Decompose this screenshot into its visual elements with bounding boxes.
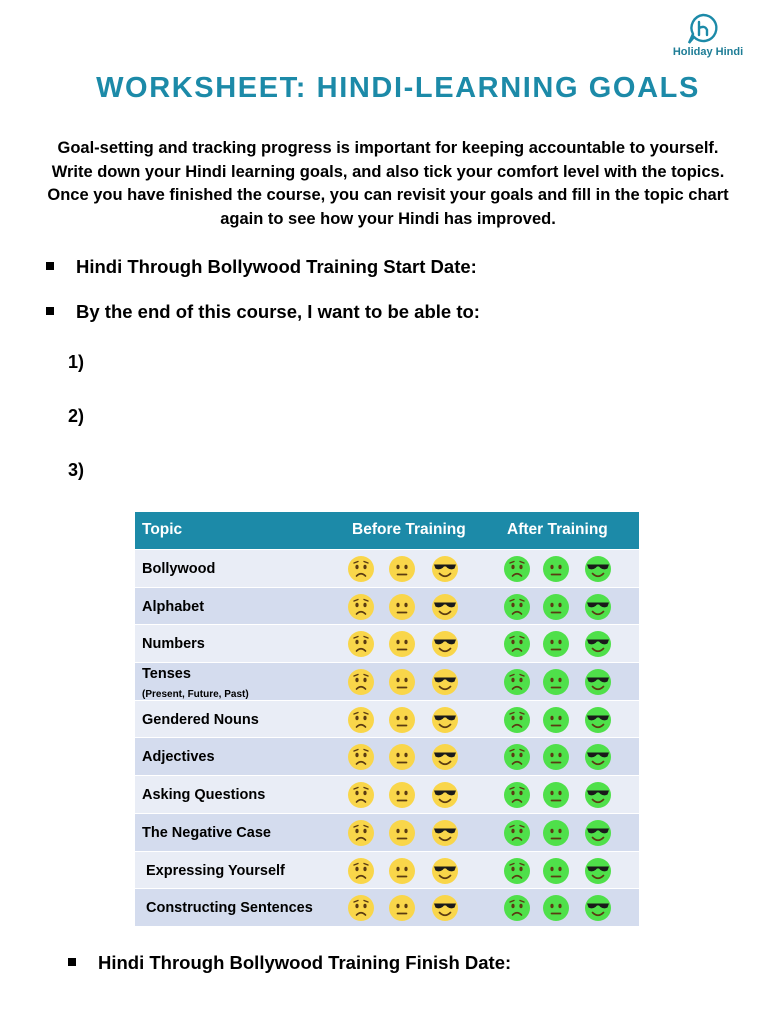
goal-number-1: 1) [68, 352, 85, 372]
before-neutral-face-icon[interactable] [388, 630, 416, 658]
speech-bubble-logo-icon [685, 12, 721, 46]
before-sunglasses-face-icon[interactable] [431, 781, 459, 809]
topic-comfort-table [135, 512, 639, 926]
after-neutral-face-icon[interactable] [542, 593, 570, 621]
square-bullet-icon [46, 307, 54, 315]
topic-subtitle: (Present, Future, Past) [142, 689, 249, 701]
after-worried-face-icon[interactable] [503, 593, 531, 621]
after-sunglasses-face-icon[interactable] [584, 706, 612, 734]
intro-paragraph: Goal-setting and tracking progress is important for keeping accountable to yourself. Write down your Hindi learning goals, and also tick your comfort level with the topics. Once you have finished the course, you can revisit your goals and fill in the topic chart again to see how your Hindi has improved. [47, 139, 729, 228]
after-neutral-face-icon[interactable] [542, 706, 570, 734]
after-neutral-face-icon[interactable] [542, 781, 570, 809]
after-sunglasses-face-icon[interactable] [584, 819, 612, 847]
before-sunglasses-face-icon[interactable] [431, 743, 459, 771]
finish-date-bullet [68, 952, 511, 974]
after-worried-face-icon[interactable] [503, 894, 531, 922]
before-neutral-face-icon[interactable] [388, 894, 416, 922]
after-sunglasses-face-icon[interactable] [584, 630, 612, 658]
after-neutral-face-icon[interactable] [542, 668, 570, 696]
after-worried-face-icon[interactable] [503, 781, 531, 809]
before-neutral-face-icon[interactable] [388, 555, 416, 583]
start-date-label: Hindi Through Bollywood Training Start Date: [76, 256, 477, 277]
after-sunglasses-face-icon[interactable] [584, 555, 612, 583]
table-row [135, 737, 639, 775]
topic-name: Expressing Yourself [146, 862, 285, 879]
before-worried-face-icon[interactable] [347, 706, 375, 734]
topic-name: Tenses [142, 666, 191, 683]
after-sunglasses-face-icon[interactable] [584, 668, 612, 696]
before-sunglasses-face-icon[interactable] [431, 857, 459, 885]
before-worried-face-icon[interactable] [347, 743, 375, 771]
after-sunglasses-face-icon[interactable] [584, 593, 612, 621]
table-body [135, 549, 639, 926]
table-row [135, 700, 639, 738]
before-neutral-face-icon[interactable] [388, 781, 416, 809]
before-sunglasses-face-icon[interactable] [431, 593, 459, 621]
table-header [135, 512, 639, 549]
before-sunglasses-face-icon[interactable] [431, 894, 459, 922]
before-sunglasses-face-icon[interactable] [431, 630, 459, 658]
before-sunglasses-face-icon[interactable] [431, 668, 459, 696]
before-worried-face-icon[interactable] [347, 857, 375, 885]
before-neutral-face-icon[interactable] [388, 819, 416, 847]
before-sunglasses-face-icon[interactable] [431, 555, 459, 583]
before-neutral-face-icon[interactable] [388, 706, 416, 734]
before-neutral-face-icon[interactable] [388, 668, 416, 696]
table-row [135, 662, 639, 700]
after-neutral-face-icon[interactable] [542, 743, 570, 771]
before-worried-face-icon[interactable] [347, 593, 375, 621]
after-neutral-face-icon[interactable] [542, 857, 570, 885]
brand-logo [663, 12, 753, 62]
table-row [135, 624, 639, 662]
before-worried-face-icon[interactable] [347, 668, 375, 696]
table-row [135, 549, 639, 587]
goals-label: By the end of this course, I want to be able to: [76, 301, 480, 322]
before-worried-face-icon[interactable] [347, 555, 375, 583]
table-row [135, 888, 639, 926]
after-sunglasses-face-icon[interactable] [584, 781, 612, 809]
table-row [135, 587, 639, 625]
topic-name: Adjectives [142, 749, 215, 766]
brand-name: Holiday Hindi [672, 46, 744, 58]
goals-bullet [46, 301, 480, 323]
after-worried-face-icon[interactable] [503, 668, 531, 696]
before-sunglasses-face-icon[interactable] [431, 819, 459, 847]
table-row [135, 813, 639, 851]
after-neutral-face-icon[interactable] [542, 894, 570, 922]
header-before-training: Before Training [352, 521, 466, 538]
after-worried-face-icon[interactable] [503, 743, 531, 771]
after-worried-face-icon[interactable] [503, 555, 531, 583]
after-neutral-face-icon[interactable] [542, 630, 570, 658]
before-neutral-face-icon[interactable] [388, 857, 416, 885]
goal-number-3: 3) [68, 460, 85, 480]
square-bullet-icon [46, 262, 54, 270]
after-worried-face-icon[interactable] [503, 630, 531, 658]
table-row [135, 775, 639, 813]
after-neutral-face-icon[interactable] [542, 555, 570, 583]
topic-name: Constructing Sentences [146, 900, 313, 917]
topic-name: Bollywood [142, 561, 216, 577]
after-worried-face-icon[interactable] [503, 819, 531, 847]
square-bullet-icon [68, 958, 76, 966]
after-neutral-face-icon[interactable] [542, 819, 570, 847]
page-title: WORKSHEET: HINDI-LEARNING GOALS [96, 72, 700, 104]
after-worried-face-icon[interactable] [503, 857, 531, 885]
before-neutral-face-icon[interactable] [388, 743, 416, 771]
start-date-bullet [46, 256, 477, 278]
after-sunglasses-face-icon[interactable] [584, 894, 612, 922]
finish-date-label: Hindi Through Bollywood Training Finish Date: [98, 952, 512, 973]
after-worried-face-icon[interactable] [503, 706, 531, 734]
topic-name: Gendered Nouns [142, 711, 259, 728]
header-after-training: After Training [507, 521, 608, 538]
topic-name: Numbers [142, 636, 205, 653]
topic-name: Alphabet [142, 598, 205, 615]
topic-name: Asking Questions [142, 787, 266, 804]
before-worried-face-icon[interactable] [347, 819, 375, 847]
before-sunglasses-face-icon[interactable] [431, 706, 459, 734]
before-worried-face-icon[interactable] [347, 630, 375, 658]
before-worried-face-icon[interactable] [347, 894, 375, 922]
after-sunglasses-face-icon[interactable] [584, 743, 612, 771]
header-topic: Topic [142, 521, 183, 538]
goal-number-2: 2) [68, 406, 85, 426]
after-sunglasses-face-icon[interactable] [584, 857, 612, 885]
before-neutral-face-icon[interactable] [388, 593, 416, 621]
topic-name: The Negative Case [142, 824, 271, 841]
before-worried-face-icon[interactable] [347, 781, 375, 809]
table-row [135, 851, 639, 889]
